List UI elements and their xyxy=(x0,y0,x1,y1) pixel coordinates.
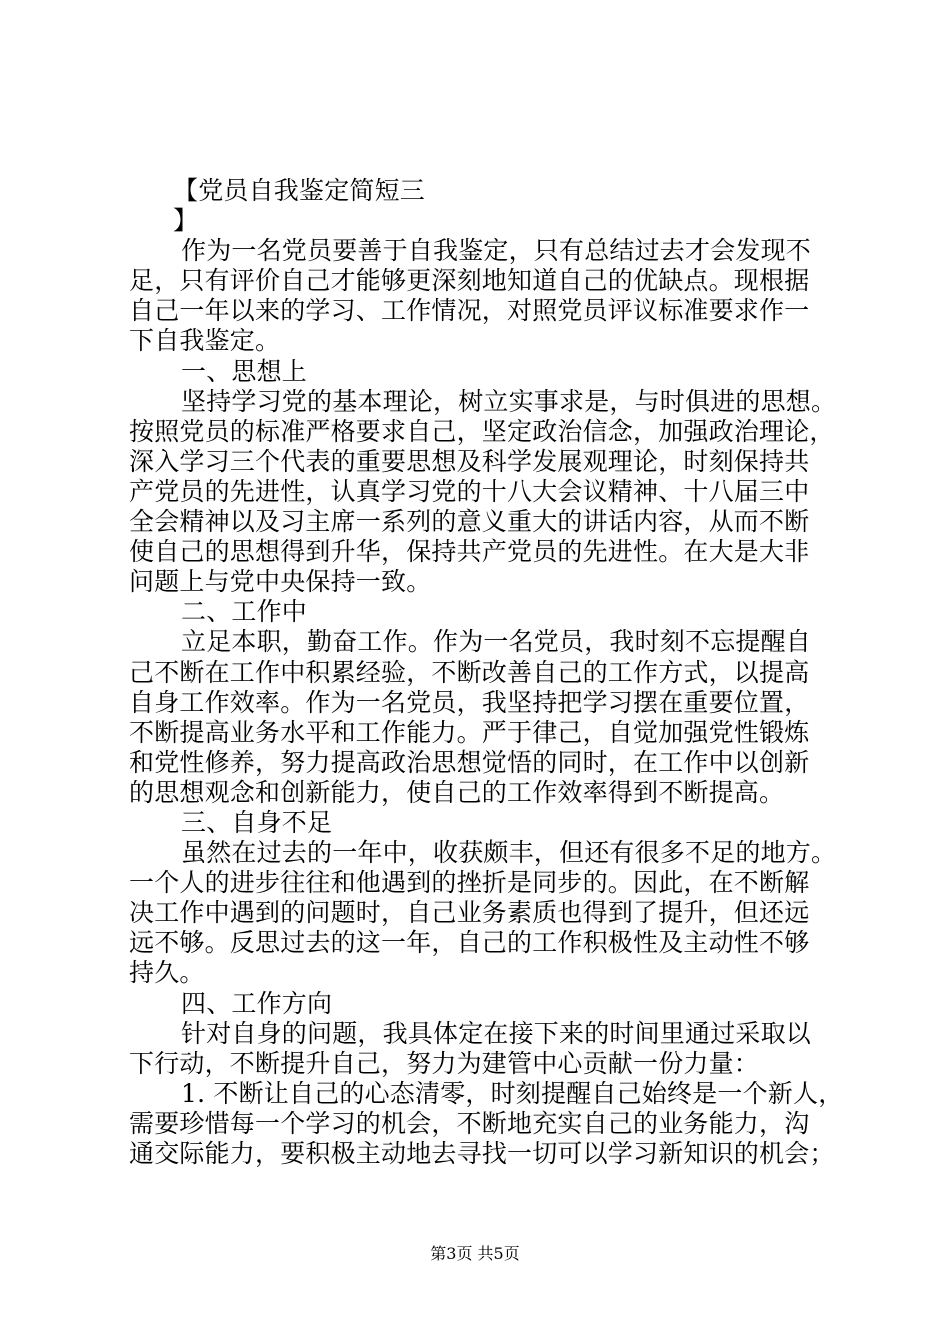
paragraph-line: 立足本职，勤奋工作。作为一名党员，我时刻不忘提醒自 xyxy=(181,627,812,657)
paragraph-line: 按照党员的标准严格要求自己，坚定政治信念，加强政治理论， xyxy=(129,416,835,446)
paragraph-line: 不断提高业务水平和工作能力。严于律己，自觉加强党性锻炼 xyxy=(129,717,810,747)
paragraph-line: 使自己的思想得到升华，保持共产党员的先进性。在大是大非 xyxy=(129,537,810,567)
paragraph-line: 足，只有评价自己才能够更深刻地知道自己的优缺点。现根据 xyxy=(129,266,810,296)
paragraph-line: 针对自身的问题，我具体定在接下来的时间里通过采取以 xyxy=(181,1018,812,1048)
section-heading: 四、工作方向 xyxy=(181,988,333,1018)
paragraph-line: 作为一名党员要善于自我鉴定，只有总结过去才会发现不 xyxy=(181,236,812,266)
paragraph-line: 产党员的先进性，认真学习党的十八大会议精神、十八届三中 xyxy=(129,476,810,506)
paragraph-line: 虽然在过去的一年中，收获颇丰，但还有很多不足的地方。 xyxy=(181,838,837,868)
page-number-footer: 第3页 共5页 xyxy=(430,1244,520,1263)
section-heading: 三、自身不足 xyxy=(181,807,333,837)
paragraph-line: 一个人的进步往往和他遇到的挫折是同步的。因此，在不断解 xyxy=(129,868,810,898)
document-body xyxy=(129,176,844,1169)
paragraph-line: 深入学习三个代表的重要思想及科学发展观理论，时刻保持共 xyxy=(129,446,810,476)
paragraph-line: 和党性修养，努力提高政治思想觉悟的同时，在工作中以创新 xyxy=(129,747,810,777)
section-heading: 二、工作中 xyxy=(181,597,308,627)
paragraph-line: 问题上与党中央保持一致。 xyxy=(129,567,432,597)
paragraph-line: 下自我鉴定。 xyxy=(129,326,281,356)
paragraph-line: 全会精神以及习主席一系列的意义重大的讲话内容，从而不断 xyxy=(129,507,810,537)
document-title: 【党员自我鉴定简短三 xyxy=(173,176,426,205)
paragraph-line: 自身工作效率。作为一名党员，我坚持把学习摆在重要位置， xyxy=(129,687,810,717)
paragraph-line: 1. 不断让自己的心态清零，时刻提醒自己始终是一个新人， xyxy=(181,1078,844,1108)
paragraph-line: 坚持学习党的基本理论，树立实事求是，与时俱进的思想。 xyxy=(181,386,837,416)
paragraph-line: 下行动，不断提升自己，努力为建管中心贡献一份力量： xyxy=(129,1048,760,1078)
paragraph-line: 的思想观念和创新能力，使自己的工作效率得到不断提高。 xyxy=(129,777,785,807)
paragraph-line: 决工作中遇到的问题时，自己业务素质也得到了提升，但还远 xyxy=(129,898,810,928)
paragraph-line: 通交际能力，要积极主动地去寻找一切可以学习新知识的机会； xyxy=(129,1139,835,1168)
section-heading: 一、思想上 xyxy=(181,356,308,386)
paragraph-line: 远不够。反思过去的这一年，自己的工作积极性及主动性不够 xyxy=(129,928,810,958)
paragraph-line: 己不断在工作中积累经验，不断改善自己的工作方式，以提高 xyxy=(129,657,810,687)
paragraph-line: 持久。 xyxy=(129,958,205,988)
paragraph-line: 自己一年以来的学习、工作情况，对照党员评议标准要求作一 xyxy=(129,296,810,326)
paragraph-line: 需要珍惜每一个学习的机会，不断地充实自己的业务能力，沟 xyxy=(129,1108,810,1138)
document-title-continuation: 】 xyxy=(173,206,199,236)
